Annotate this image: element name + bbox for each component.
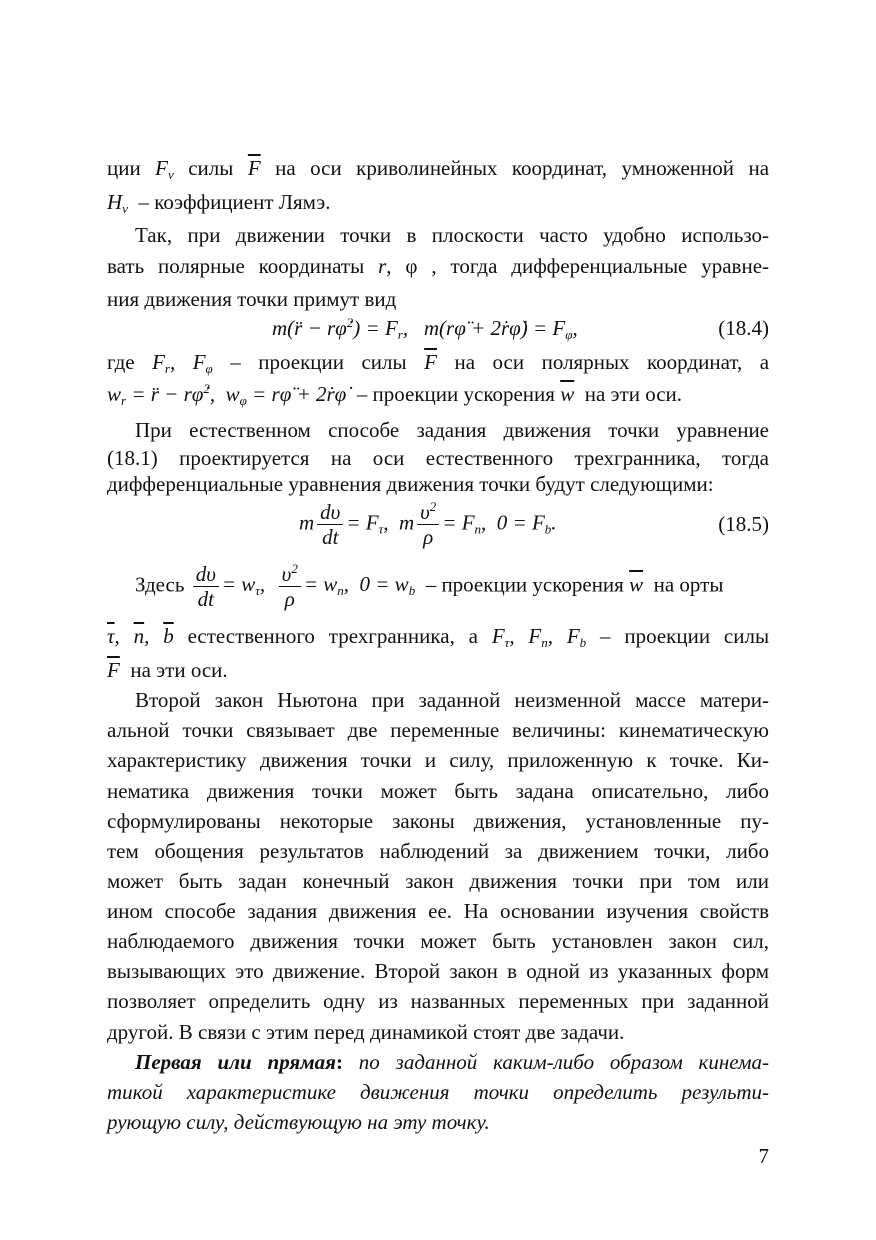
equation-18-5: m $\frac{d\upsilon}{dt}$ = $F_\tau$, m $\frac{\upsilon^2}{\rho}$ = $F_n$, $0 = F_b$. [299, 499, 557, 549]
text-line [107, 250, 769, 282]
unit-vectors: $\overline{\tau}$, $\overline{n}$, $\overline{b}$ [107, 624, 174, 648]
text: , φ , тогда дифференциальные уравне- [386, 254, 770, 278]
text: вать полярные координаты [107, 254, 365, 278]
text: на эти оси. [579, 382, 683, 406]
text-line: нематика движения точки может быть задана описательно, либо [107, 779, 769, 803]
text-line: характеристику движения точки и силу, приложенную к точке. Ки- [107, 748, 769, 772]
text-line [107, 1106, 769, 1138]
symbol-r: r [378, 254, 387, 278]
text: – проекции ускорения [420, 572, 630, 597]
symbol-F-nu: $F_\nu$ [155, 156, 174, 182]
text-line [107, 152, 769, 184]
text: естественного трехгранника, а [187, 624, 478, 648]
text-line [107, 620, 769, 652]
equation-number: (18.4) [718, 316, 769, 340]
vector-F: $\overline{F}$ [107, 658, 120, 682]
text-line: Так, при движении точки в плоскости часто удобно использо- [135, 223, 769, 247]
text-line [107, 378, 769, 410]
text-line: (18.1) проектируется на оси естественного трехгранника, тогда [107, 446, 769, 470]
equation-number: (18.5) [718, 512, 769, 536]
text: тикой характеристике движения точки определить результи- [107, 1080, 769, 1104]
text: по заданной каким-либо образом кинема- [342, 1050, 769, 1074]
text-line: тем обощения результатов наблюдений за движением точки, либо [107, 839, 769, 863]
term-colon: : [335, 1050, 343, 1074]
fraction: $\frac{\upsilon^2}{\rho}$ [417, 500, 439, 549]
text-line: другой. В связи с этим перед динамикой стоят две задачи. [107, 1020, 625, 1044]
text-line: наблюдаемого движения точки может быть установлен закон сил, [107, 929, 769, 953]
text: – проекции силы [230, 350, 407, 374]
text-line [135, 562, 769, 611]
page-number: 7 [758, 1144, 769, 1168]
text-line: альной точки связывает две переменные величины: кинематическую [107, 718, 769, 742]
text: на эти оси. [125, 658, 228, 682]
text: силы [188, 156, 234, 180]
formula-projections: $\frac{d\upsilon}{dt}$ = $w_\tau$, $\frac{\upsilon^2}{\rho}$ = $w_n$, $0 = w_b$ [190, 572, 416, 596]
equation-18-4: m(r̈ − rφ̇$^2$) = $F_r$, m(rφ̈ + 2ṙφ̇) = $F_\varphi$, [272, 315, 578, 342]
vector-w: $\overline{w}$ [629, 572, 644, 597]
text-line [107, 1076, 769, 1108]
text-line: Второй закон Ньютона при заданной неизменной массе матери- [135, 688, 769, 712]
vector-w: $\overline{w}$ [560, 382, 575, 406]
text: – проекции силы [600, 624, 770, 648]
term-heading: Первая или прямая [135, 1050, 336, 1074]
text: на оси полярных координат, а [454, 350, 770, 374]
vector-F: $\overline{F}$ [247, 156, 261, 180]
text-line [107, 654, 769, 686]
symbol-H-nu: $H_\nu$ [107, 190, 128, 216]
text: на орты [648, 572, 724, 597]
symbol-Fr-Fphi: $F_r$, $F_\varphi$ [152, 350, 213, 376]
vector-F: $\overline{F}$ [424, 350, 437, 374]
text-line: При естественном способе задания движения точки уравнение [135, 418, 769, 442]
text-line [107, 186, 769, 218]
text: ции [107, 156, 141, 180]
text: – коэффициент Лямэ. [133, 190, 331, 214]
text-line: ином способе задания движения ее. На основании изучения свойств [107, 899, 769, 923]
text-line: ния движения точки примут вид [107, 287, 397, 311]
text-line: может быть задан конечный закон движения точки при том или [107, 869, 769, 893]
symbol-F-tau-n-b: $F_\tau$, $F_n$, $F_b$ [491, 624, 587, 650]
text-line [135, 1046, 769, 1078]
fraction: $\frac{d\upsilon}{dt}$ [317, 500, 343, 549]
text: на оси криволинейных координат, умноженной на [275, 156, 770, 180]
text: Здесь [135, 572, 185, 597]
text: – проекции ускорения [351, 382, 561, 406]
text-line: вызывающих это движение. Второй закон в одной из указанных форм [107, 959, 769, 983]
text: где [107, 350, 135, 374]
text-line: дифференциальные уравнения движения точки будут следующими: [107, 472, 714, 496]
text-line: позволяет определить одну из названных переменных при заданной [107, 989, 769, 1013]
text-line: сформулированы некоторые законы движения, установленные пу- [107, 809, 769, 833]
text-line [107, 346, 769, 378]
text: рующую силу, действующую на эту точку. [107, 1110, 490, 1134]
formula-wr-wphi: $w_r$ = r̈ − rφ̇$^2$, $w_\varphi$ = rφ̈ + 2ṙφ̇ [107, 381, 347, 408]
